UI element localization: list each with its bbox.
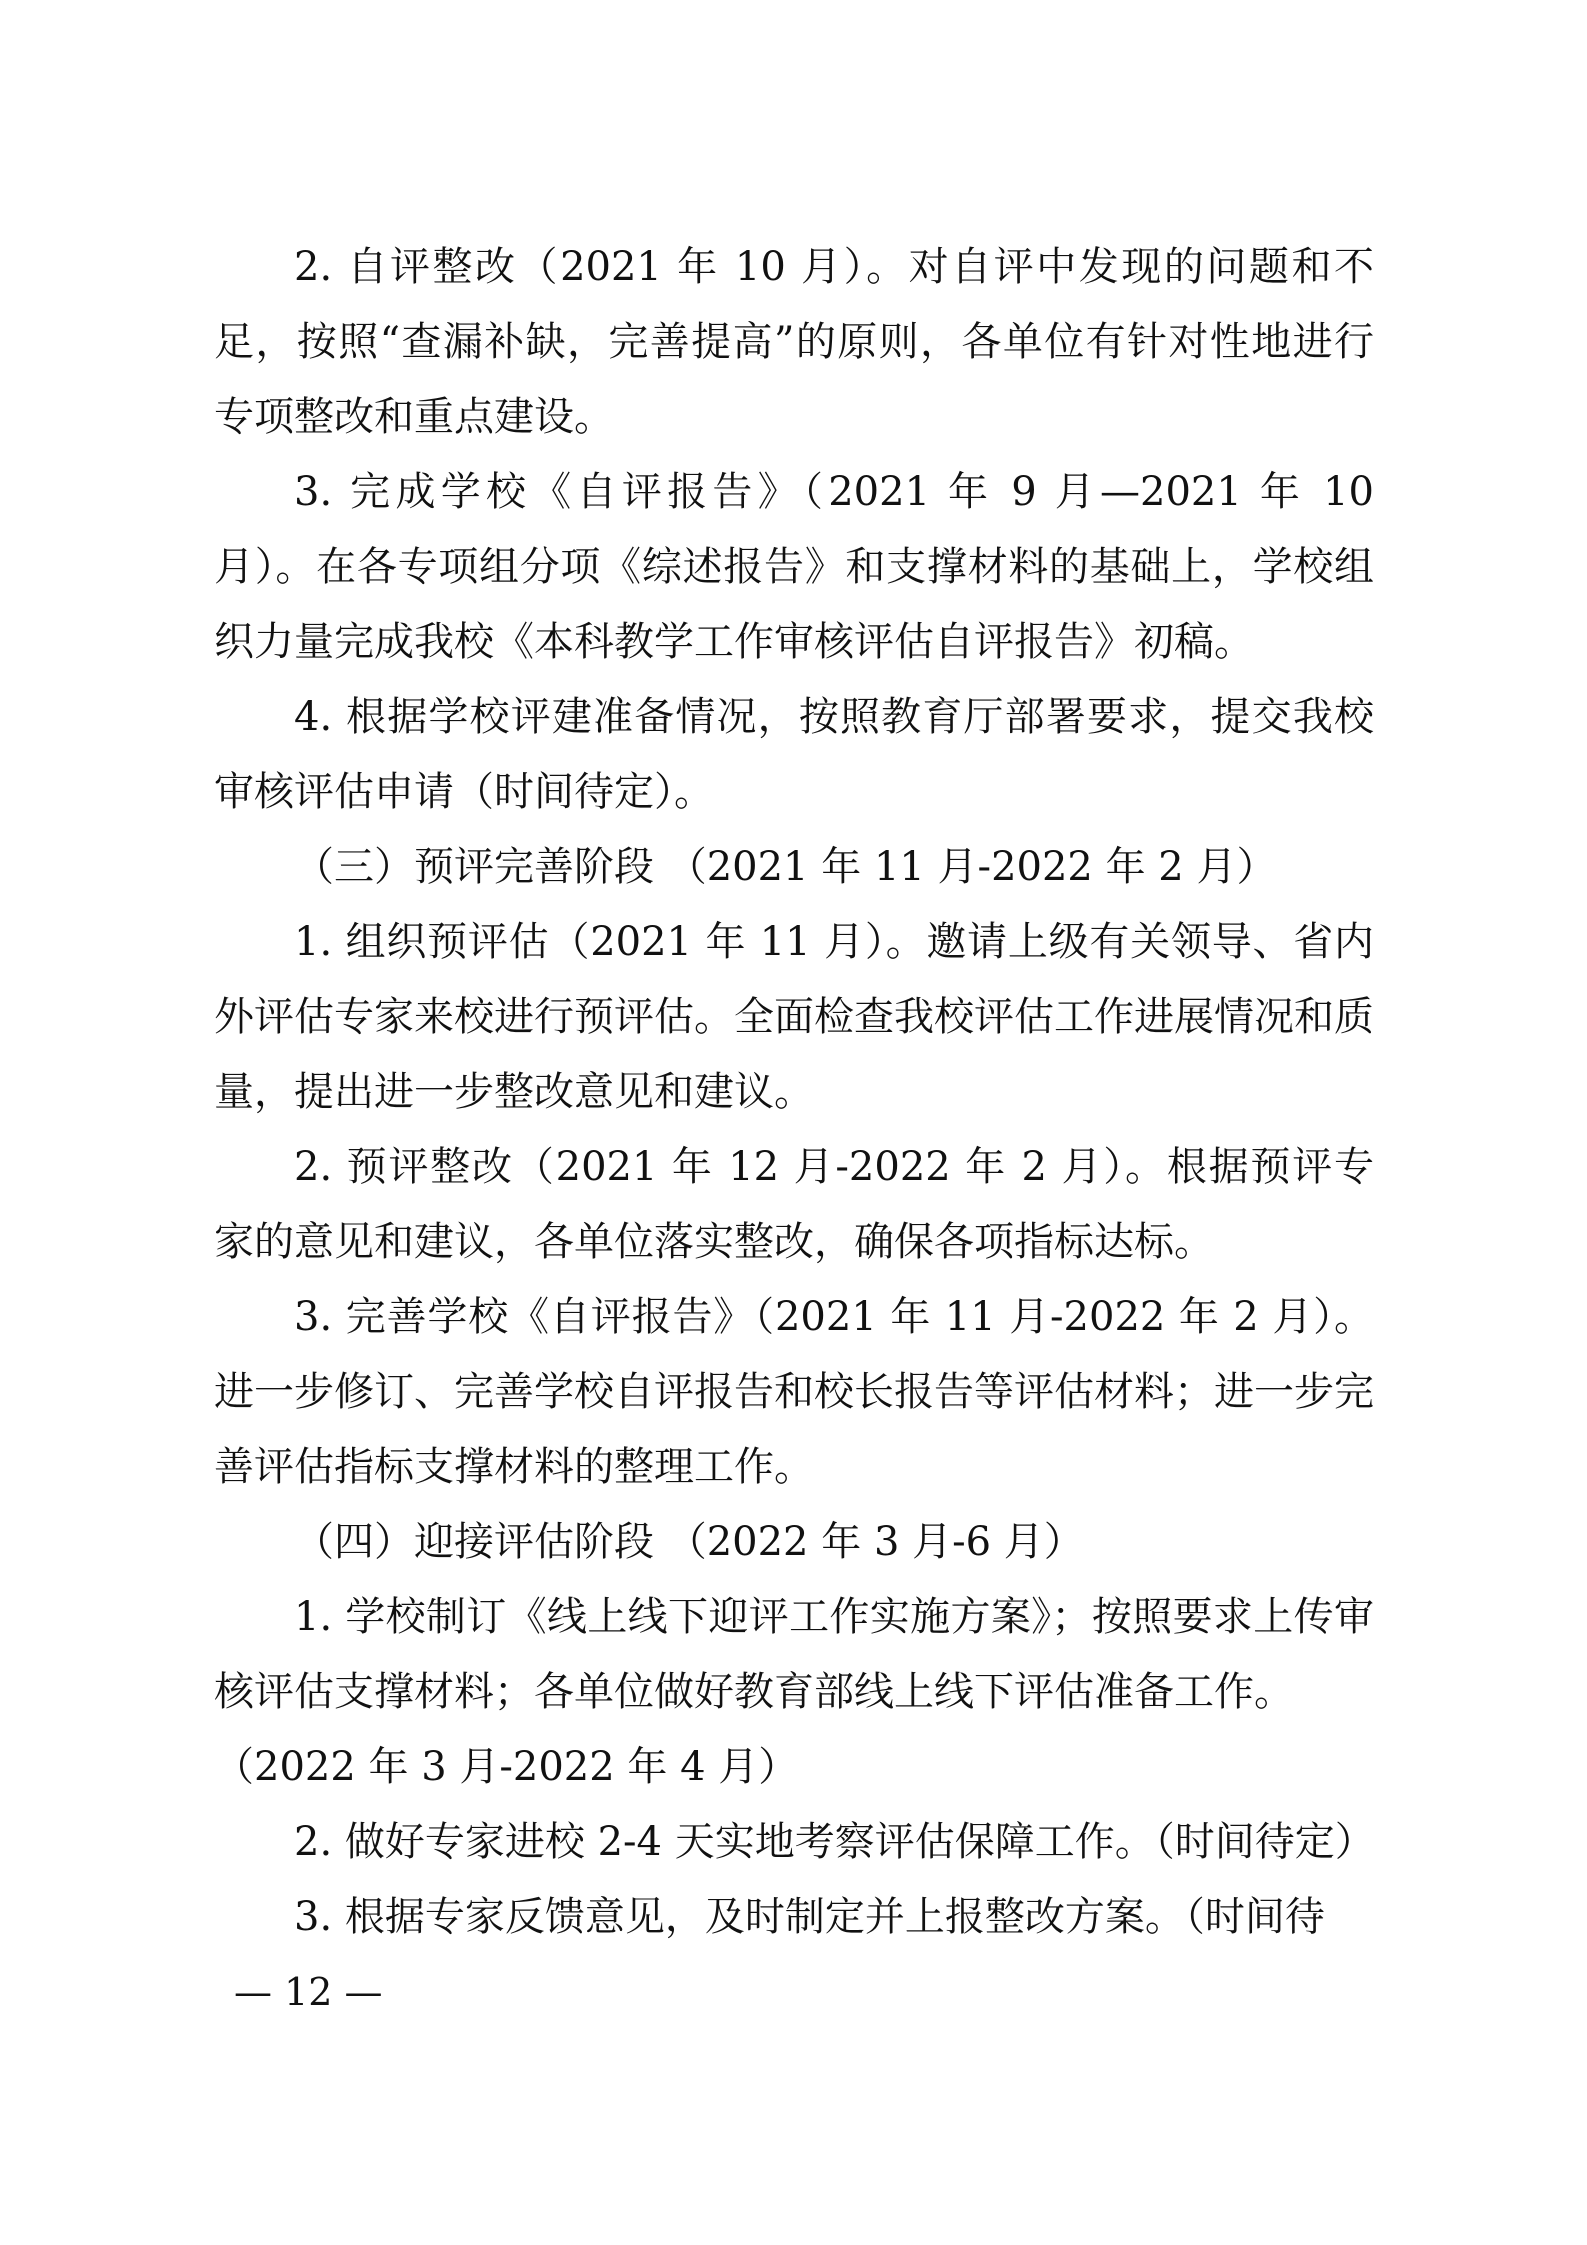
- paragraph-online-offline-plan: 1. 学校制订《线上线下迎评工作实施方案》；按照要求上传审核评估支撑材料；各单位做好教育部线上线下评估准备工作。: [214, 1594, 1374, 1715]
- section-heading-welcome-evaluation: （四）迎接评估阶段 （2022 年 3 月-6 月）: [294, 1519, 1084, 1565]
- paragraph-improve-self-report: 3. 完善学校《自评报告》（2021 年 11 月-2022 年 2 月）。进一步修订、完善学校自评报告和校长报告等评估材料；进一步完善评估指标支撑材料的整理工作。: [214, 1294, 1374, 1490]
- paragraph-organize-pre-evaluation: 1. 组织预评估（2021 年 11 月）。邀请上级有关领导、省内外评估专家来校进行预评估。全面检查我校评估工作进展情况和质量，提出进一步整改意见和建议。: [214, 919, 1374, 1115]
- document-body: [214, 230, 1374, 1955]
- paragraph-date-note: （2022 年 3 月-2022 年 4 月）: [214, 1744, 799, 1790]
- paragraph-submit-application: 4. 根据学校评建准备情况，按照教育厅部署要求，提交我校审核评估申请（时间待定）。: [214, 694, 1374, 815]
- paragraph-self-rectification: 2. 自评整改（2021 年 10 月）。对自评中发现的问题和不足，按照“查漏补缺，完善提高”的原则，各单位有针对性地进行专项整改和重点建设。: [214, 244, 1374, 440]
- page-number: — 12 —: [234, 1970, 383, 2014]
- paragraph-expert-visit-support: 2. 做好专家进校 2-4 天实地考察评估保障工作。（时间待定）: [294, 1819, 1375, 1865]
- paragraph-complete-self-report: 3. 完成学校《自评报告》（2021 年 9 月—2021 年 10 月）。在各专项组分项《综述报告》和支撑材料的基础上，学校组织力量完成我校《本科教学工作审核评估自评报告》初稿。: [214, 469, 1374, 665]
- section-heading-pre-evaluation: （三）预评完善阶段 （2021 年 11 月-2022 年 2 月）: [294, 844, 1277, 890]
- paragraph-pre-evaluation-rectification: 2. 预评整改（2021 年 12 月-2022 年 2 月）。根据预评专家的意见和建议，各单位落实整改，确保各项指标达标。: [214, 1144, 1374, 1265]
- paragraph-rectification-plan: 3. 根据专家反馈意见，及时制定并上报整改方案。（时间待: [294, 1894, 1325, 1940]
